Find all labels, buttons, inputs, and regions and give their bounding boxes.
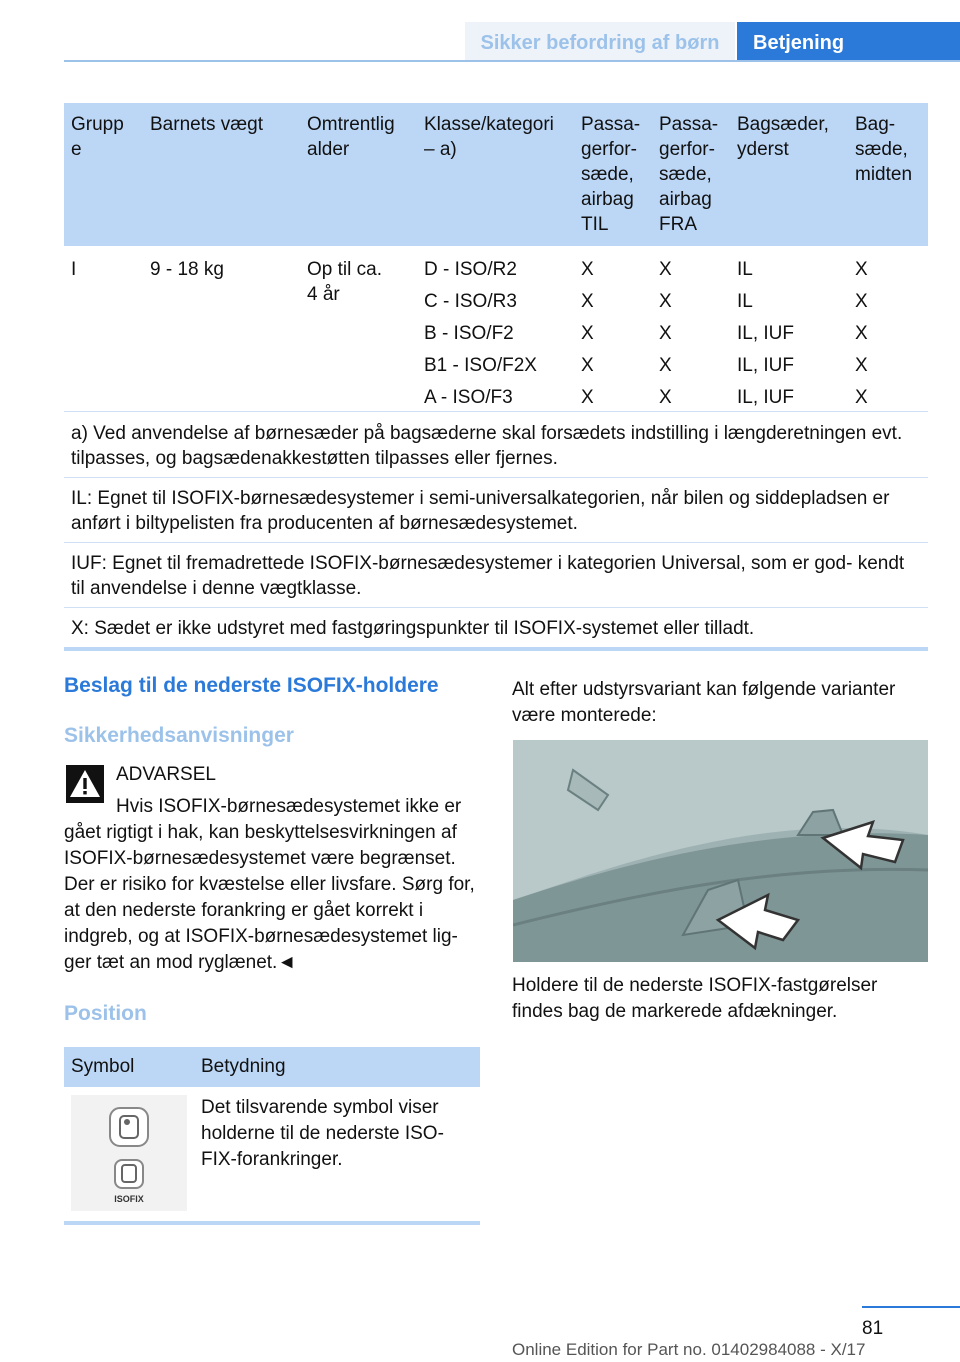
- warning-label: ADVARSEL: [116, 764, 216, 785]
- header-group: Grupp e: [71, 114, 124, 160]
- airbag-on-item: X: [581, 323, 594, 344]
- airbag-on-item: X: [581, 259, 594, 280]
- cell-classes: [417, 246, 574, 421]
- isofix-symbol-icon: [71, 1095, 187, 1211]
- page-number: 81: [862, 1318, 884, 1339]
- rear-middle-item: X: [855, 291, 868, 312]
- header-rule: [64, 60, 960, 62]
- divider: [64, 411, 928, 412]
- note-iuf: IUF: Egnet til fremadrettede ISOFIX-børnesædesystemer i kategorien Universal, som er god- kendt til anvendelse i denne vægtklasse.: [71, 553, 905, 599]
- divider: [64, 607, 928, 608]
- class-item: C - ISO/R3: [424, 291, 517, 312]
- rear-middle-item: X: [855, 259, 868, 280]
- symbol-header-row: [64, 1047, 480, 1087]
- age-line-2: 4 år: [307, 284, 340, 305]
- symbol-col-header: Symbol: [71, 1056, 135, 1077]
- rear-outer-item: IL, IUF: [737, 323, 795, 344]
- section-title: Beslag til de nederste ISOFIX-holdere: [64, 674, 439, 697]
- rear-middle-item: X: [855, 387, 868, 408]
- symbol-row: [64, 1087, 480, 1227]
- airbag-off-item: X: [659, 355, 672, 376]
- class-item: D - ISO/R2: [424, 259, 517, 280]
- header-class: Klasse/kategori – a): [424, 114, 554, 160]
- meaning-col-header: Betydning: [201, 1056, 286, 1077]
- symbol-cell: [64, 1087, 194, 1227]
- header-airbag-off: Passa- gerfor- sæde, airbag FRA: [659, 114, 719, 235]
- isofix-icon-label: ISOFIX: [114, 1194, 144, 1204]
- isofix-photo: [513, 740, 928, 962]
- header-airbag-on: Passa- gerfor- sæde, airbag TIL: [581, 114, 641, 235]
- rear-middle-item: X: [855, 323, 868, 344]
- rear-outer-item: IL: [737, 259, 753, 280]
- footer-edition: Online Edition for Part no. 01402984088 - X/17: [512, 1340, 866, 1359]
- right-caption: Holdere til de nederste ISOFIX-fastgørelser findes bag de markerede afdækninger.: [512, 975, 878, 1022]
- header-section-tab: Sikker befordring af børn: [465, 22, 735, 60]
- footer-rule: [862, 1306, 960, 1308]
- warning-text: [64, 794, 480, 976]
- airbag-off-item: X: [659, 259, 672, 280]
- class-item: B1 - ISO/F2X: [424, 355, 537, 376]
- header-weight: Barnets vægt: [150, 114, 263, 135]
- table-bottom-rule: [64, 647, 928, 651]
- header-chapter-tab: Betjening: [737, 22, 960, 60]
- divider: [64, 477, 928, 478]
- airbag-off-item: X: [659, 291, 672, 312]
- airbag-on-item: X: [581, 387, 594, 408]
- meaning-cell: Det tilsvarende symbol viser holderne til de nederste ISO- FIX-forankringer.: [201, 1097, 444, 1170]
- symbol-table: [64, 1047, 480, 1227]
- table-header-row: [64, 103, 928, 246]
- airbag-on-item: X: [581, 291, 594, 312]
- isofix-table: [64, 103, 928, 421]
- class-item: B - ISO/F2: [424, 323, 514, 344]
- cell-airbag-off: [652, 246, 730, 421]
- header-rear-outer: Bagsæder, yderst: [737, 114, 829, 160]
- airbag-off-item: X: [659, 387, 672, 408]
- age-line-1: Op til ca.: [307, 259, 382, 280]
- note-x: X: Sædet er ikke udstyret med fastgøringspunkter til ISOFIX-systemet eller tilladt.: [71, 618, 755, 639]
- table-row: [64, 246, 928, 421]
- divider: [64, 542, 928, 543]
- warning-text-content: Hvis ISOFIX-børnesædesystemet ikke er gået rigtigt i hak, kan beskyttelsesvirkningen af ISOFIX-børnesædesystemet være begrænset. Der er risiko for kvæstelse eller livsfare. Sørg for, at den nederste forankring er gået korrekt i indgreb, og at ISOFIX-børnesædesystemet lig- ger tæt an mod ryglænet.◄: [64, 796, 475, 973]
- airbag-off-item: X: [659, 323, 672, 344]
- cell-weight: 9 - 18 kg: [150, 259, 224, 280]
- rear-outer-item: IL, IUF: [737, 387, 795, 408]
- cell-airbag-on: [574, 246, 652, 421]
- rear-middle-item: X: [855, 355, 868, 376]
- cell-rear-middle: [848, 246, 928, 421]
- cell-group: I: [71, 259, 77, 280]
- header-age: Omtrentlig alder: [307, 114, 395, 160]
- right-intro: Alt efter udstyrsvariant kan følgende varianter være monterede:: [512, 679, 896, 726]
- airbag-on-item: X: [581, 355, 594, 376]
- symbol-table-bottom-rule: [64, 1221, 480, 1225]
- note-a: a) Ved anvendelse af børnesæder på bagsæderne skal forsædets indstilling i længderetningen evt. tilpasses, og bagsædenakkestøtten tilpasses eller fjernes.: [71, 423, 903, 469]
- cell-rear-outer: [730, 246, 848, 421]
- rear-outer-item: IL, IUF: [737, 355, 795, 376]
- subsection-title: Sikkerhedsanvisninger: [64, 724, 294, 747]
- class-item: A - ISO/F3: [424, 387, 513, 408]
- position-title: Position: [64, 1002, 147, 1025]
- rear-outer-item: IL: [737, 291, 753, 312]
- note-il: IL: Egnet til ISOFIX-børnesædesystemer i semi-universalkategorien, når bilen og siddepladsen er anført i biltypelisten fra producenten af børnesædesystemet.: [71, 488, 890, 534]
- cell-age: [300, 246, 417, 421]
- header-rear-middle: Bag- sæde, midten: [855, 114, 913, 185]
